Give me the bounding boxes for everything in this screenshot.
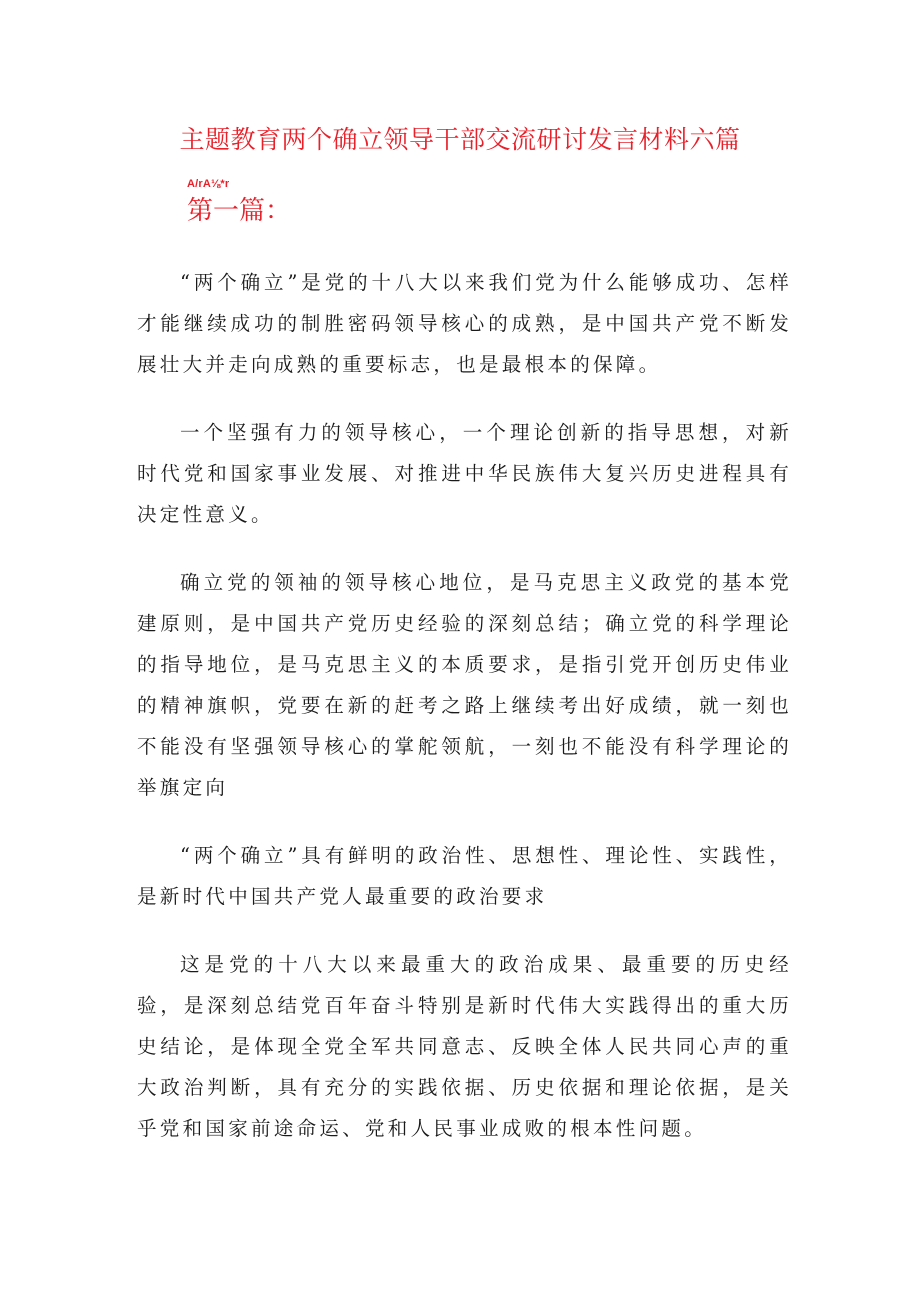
document-body [137,262,792,1176]
paragraph-1: “两个确立”是党的十八大以来我们党为什么能够成功、怎样才能继续成功的制胜密码领导核心的成熟，是中国共产党不断发展壮大并走向成熟的重要标志，也是最根本的保障。 [137,271,792,376]
garbled-mark: A/rA⅛*r [187,178,230,190]
paragraph-2: 一个坚强有力的领导核心，一个理论创新的指导思想，对新时代党和国家事业发展、对推进中华民族伟大复兴历史进程具有决定性意义。 [137,421,792,526]
document-title: 主题教育两个确立领导干部交流研讨发言材料六篇 [179,125,741,154]
section-heading: 第一篇： [187,196,292,226]
paragraph-3: 确立党的领袖的领导核心地位，是马克思主义政党的基本党建原则，是中国共产党历史经验的深刻总结；确立党的科学理论的指导地位，是马克思主义的本质要求，是指引党开创历史伟业的精神旗帜，党要在新的赶考之路上继续考出好成绩，就一刻也不能没有坚强领导核心的掌舵领航，一刻也不能没有科学理论的举旗定向 [137,571,792,799]
paragraph-4: “两个确立”具有鲜明的政治性、思想性、理论性、实践性，是新时代中国共产党人最重要的政治要求 [137,844,792,908]
paragraph-5: 这是党的十八大以来最重大的政治成果、最重要的历史经验，是深刻总结党百年奋斗特别是新时代伟大实践得出的重大历史结论，是体现全党全军共同意志、反映全体人民共同心声的重大政治判断，具有充分的实践依据、历史依据和理论依据，是关乎党和国家前途命运、党和人民事业成败的根本性问题。 [137,953,792,1140]
